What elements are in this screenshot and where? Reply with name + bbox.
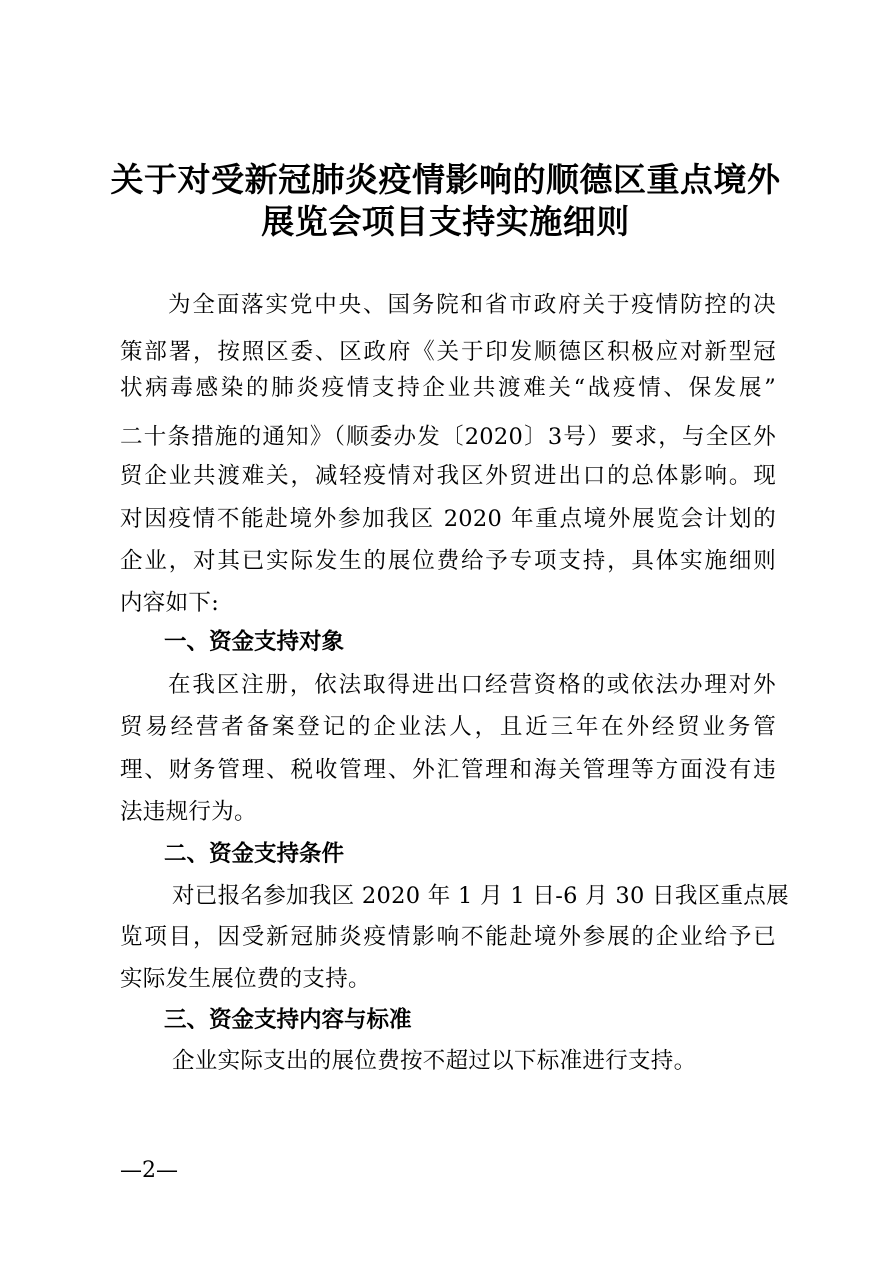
section-2-line-1: 对已报名参加我区 2020 年 1 月 1 日-6 月 30 日我区重点展	[172, 883, 789, 909]
intro-line-4: 二十条措施的通知》（顺委办发〔2020〕3号）要求，与全区外	[120, 424, 776, 450]
intro-line-2: 策部署，按照区委、区政府《关于印发顺德区积极应对新型冠	[120, 339, 776, 365]
intro-line-1: 为全面落实党中央、国务院和省市政府关于疫情防控的决	[168, 292, 776, 318]
intro-line-3: 状病毒感染的肺炎疫情支持企业共渡难关“战疫情、保发展”	[120, 375, 776, 401]
intro-line-5: 贸企业共渡难关，减轻疫情对我区外贸进出口的总体影响。现	[120, 463, 776, 489]
section-1-line-4: 法违规行为。	[120, 799, 257, 825]
section-1-line-3: 理、财务管理、税收管理、外汇管理和海关管理等方面没有违	[120, 757, 776, 783]
document-title-line-2: 展览会项目支持实施细则	[261, 202, 630, 241]
intro-line-7: 企业，对其已实际发生的展位费给予专项支持，具体实施细则	[120, 548, 776, 574]
intro-line-8: 内容如下:	[120, 590, 220, 616]
section-1-line-2: 贸易经营者备案登记的企业法人，且近三年在外经贸业务管	[120, 714, 776, 740]
section-2-heading: 二、资金支持条件	[164, 841, 345, 867]
section-1-line-1: 在我区注册，依法取得进出口经营资格的或依法办理对外	[168, 672, 776, 698]
page-number: —2—	[120, 1158, 178, 1183]
intro-line-6: 对因疫情不能赴境外参加我区 2020 年重点境外展览会计划的	[120, 506, 776, 532]
section-1-heading: 一、资金支持对象	[164, 629, 345, 655]
section-3-line-1: 企业实际支出的展位费按不超过以下标准进行支持。	[172, 1048, 697, 1074]
section-3-heading: 三、资金支持内容与标准	[164, 1007, 412, 1033]
section-2-line-3: 实际发生展位费的支持。	[120, 966, 371, 992]
document-title-line-1: 关于对受新冠肺炎疫情影响的顺德区重点境外	[110, 160, 781, 199]
section-2-line-2: 览项目，因受新冠肺炎疫情影响不能赴境外参展的企业给予已	[120, 924, 776, 950]
